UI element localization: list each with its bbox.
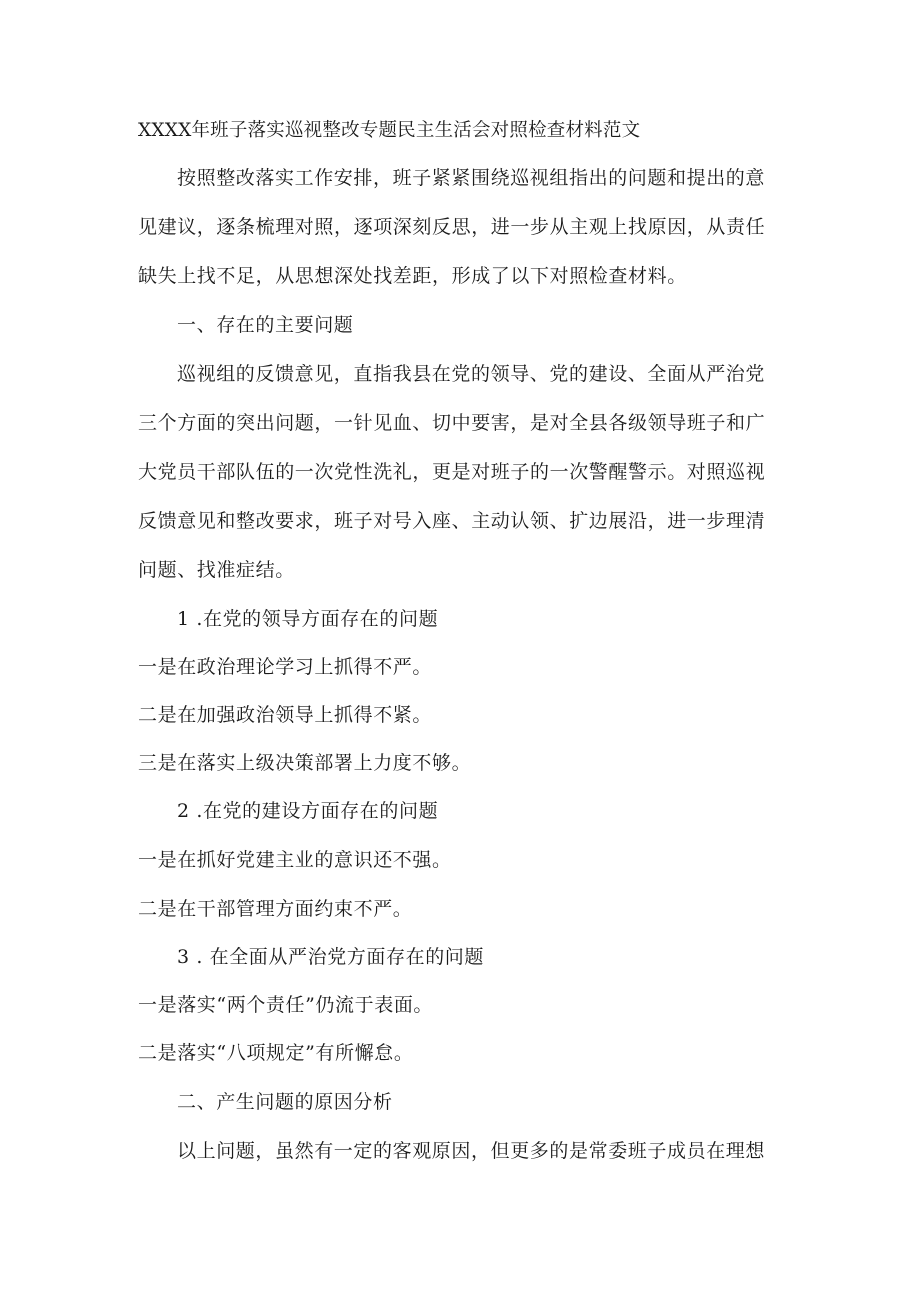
document-title: XXXX年班子落实巡视整改专题民主生活会对照检查材料范文 (138, 120, 641, 141)
paragraph-line: 以上问题，虽然有一定的客观原因，但更多的是常委班子成员在理想 (177, 1140, 766, 1162)
section-heading: 一、存在的主要问题 (177, 314, 354, 336)
section-heading: 二、产生问题的原因分析 (177, 1091, 393, 1113)
paragraph-line: 问题、找准症结。 (138, 559, 295, 581)
paragraph-line: 按照整改落实工作安排，班子紧紧围绕巡视组指出的问题和提出的意 (177, 167, 766, 189)
paragraph-line: 巡视组的反馈意见，直指我县在党的领导、党的建设、全面从严治党 (177, 363, 766, 385)
list-item: 一是落实“两个责任”仍流于表面。 (138, 994, 434, 1016)
paragraph-line: 大党员干部队伍的一次党性洗礼，更是对班子的一次警醒警示。对照巡视 (138, 461, 766, 483)
paragraph-line: 三个方面的突出问题，一针见血、切中要害，是对全县各级领导班子和广 (138, 412, 766, 434)
subsection-heading: 3 . 在全面从严治党方面存在的问题 (177, 946, 485, 968)
list-item: 二是在加强政治领导上抓得不紧。 (138, 704, 433, 726)
list-item: 二是在干部管理方面约束不严。 (138, 898, 413, 920)
list-item: 二是落实“八项规定”有所懈怠。 (138, 1042, 414, 1064)
list-item: 三是在落实上级决策部署上力度不够。 (138, 752, 472, 774)
paragraph-line: 见建议，逐条梳理对照，逐项深刻反思，进一步从主观上找原因，从责任 (138, 216, 766, 238)
paragraph-line: 反馈意见和整改要求，班子对号入座、主动认领、扩边展沿，进一步理清 (138, 510, 766, 532)
paragraph-line: 缺失上找不足，从思想深处找差距，形成了以下对照检查材料。 (138, 265, 687, 287)
subsection-heading: 2 .在党的建设方面存在的问题 (177, 800, 439, 822)
list-item: 一是在抓好党建主业的意识还不强。 (138, 849, 452, 871)
subsection-heading: 1 .在党的领导方面存在的问题 (177, 608, 439, 630)
list-item: 一是在政治理论学习上抓得不严。 (138, 656, 433, 678)
